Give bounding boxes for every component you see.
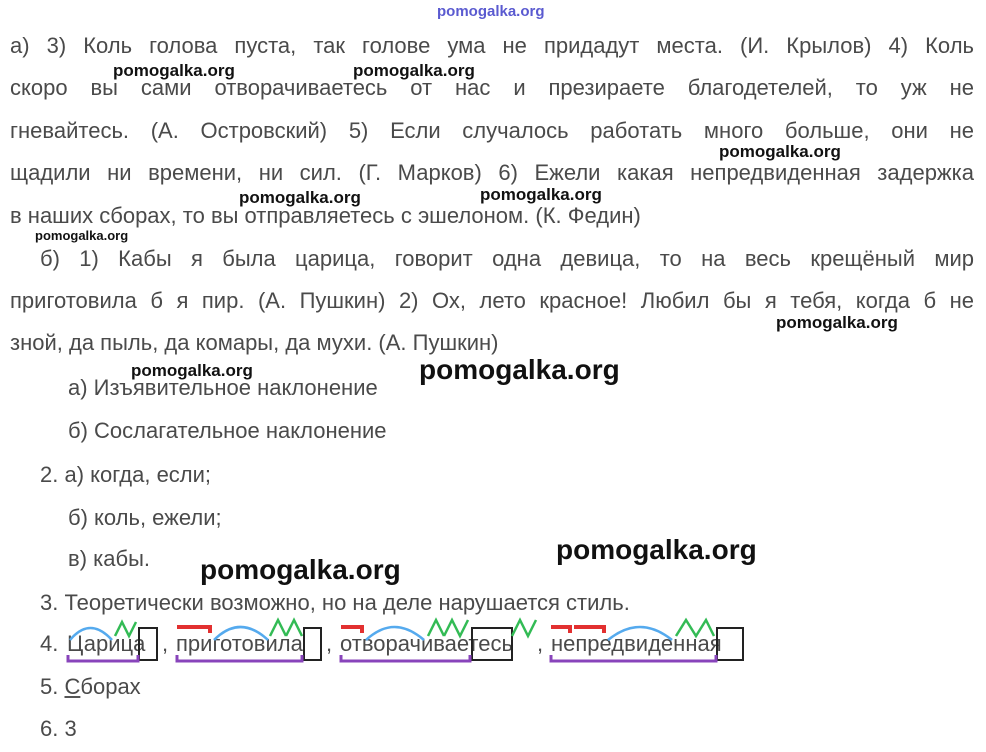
answer-4-sep-3: , — [537, 631, 544, 656]
ending-box — [716, 627, 744, 661]
watermark: pomogalka.org — [353, 61, 475, 80]
answer-2c: в) кабы. — [68, 546, 150, 571]
ending-box — [138, 627, 158, 661]
answer-4-word-3: отворачиваетесь — [340, 631, 513, 656]
text-line: приготовила б я пир. (А. Пушкин) 2) Ох, лето красное! Любил бы я тебя, когда б не — [10, 288, 974, 313]
postfix-mark — [512, 620, 536, 636]
watermark: pomogalka.org — [437, 3, 545, 20]
answer-3: 3. Теоретически возможно, но на деле нарушается стиль. — [40, 590, 630, 615]
text-line: гневайтесь. (А. Островский) 5) Если случалось работать много больше, они не — [10, 118, 974, 143]
text-line: щадили ни времени, ни сил. (Г. Марков) 6) Ежели какая непредвиденная задержка — [10, 160, 974, 185]
answer-5-first-letter: С — [64, 674, 81, 699]
answer-5-rest: борах — [80, 674, 141, 699]
answer-4-sep-2: , — [326, 631, 333, 656]
answer-2a: 2. а) когда, если; — [40, 462, 212, 487]
text-line: зной, да пыль, да комары, да мухи. (А. Пушкин) — [10, 330, 499, 355]
watermark: pomogalka.org — [35, 228, 129, 243]
watermark: pomogalka.org — [239, 188, 361, 207]
answer-4-word-4: непредвиденная — [551, 631, 722, 656]
answer-4-sep-1: , — [162, 631, 169, 656]
watermark: pomogalka.org — [556, 534, 757, 565]
watermark: pomogalka.org — [419, 354, 620, 385]
mood-b: б) Сослагательное наклонение — [68, 418, 387, 443]
answer-6: 6. 3 — [40, 716, 77, 741]
text-line: б) 1) Кабы я была царица, говорит одна девица, то на весь крещёный мир — [40, 246, 974, 271]
watermark: pomogalka.org — [200, 554, 401, 585]
text-line: скоро вы сами отворачиваетесь от нас и презираете благодетелей, то уж не — [10, 75, 974, 100]
answer-4-num: 4. — [40, 631, 59, 656]
ending-box — [471, 627, 513, 661]
text-line: а) 3) Коль голова пуста, так голове ума не придадут места. (И. Крылов) 4) Коль — [10, 33, 974, 58]
watermark: pomogalka.org — [480, 185, 602, 204]
mood-a: а) Изъявительное наклонение — [68, 375, 378, 400]
answer-4-word-1: Царица — [67, 631, 146, 656]
watermark: pomogalka.org — [131, 361, 253, 380]
text-line: в наших сборах, то вы отправляетесь с эшелоном. (К. Федин) — [10, 203, 641, 228]
answer-2b: б) коль, ежели; — [68, 505, 222, 530]
answer-5-num: 5. — [40, 674, 59, 699]
watermark: pomogalka.org — [719, 142, 841, 161]
watermark: pomogalka.org — [113, 61, 235, 80]
watermark: pomogalka.org — [776, 313, 898, 332]
answer-4-word-2: приготовила — [176, 631, 303, 656]
answer-5 — [40, 674, 141, 700]
ending-box — [303, 627, 322, 661]
